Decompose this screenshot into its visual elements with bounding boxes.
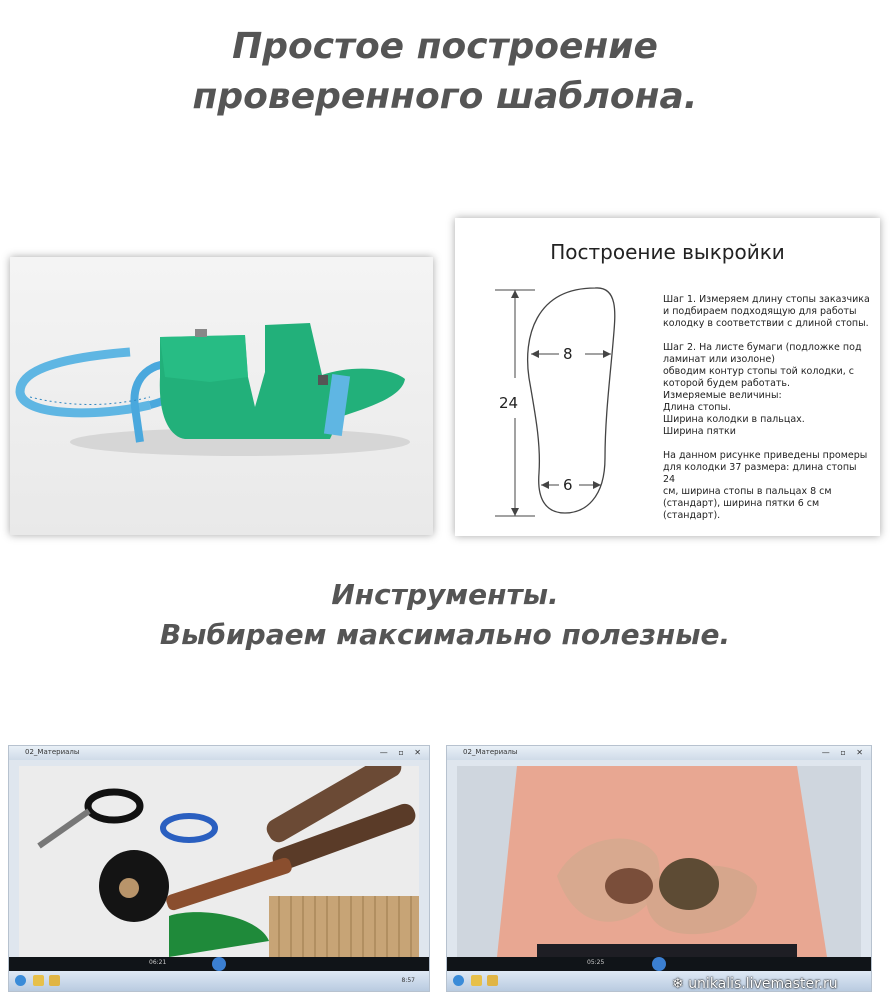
browser-icon[interactable]	[33, 975, 44, 986]
clock: 8:57	[401, 977, 415, 984]
top-heading	[0, 22, 890, 122]
playback-controls	[447, 957, 871, 971]
video-player-left[interactable]	[8, 745, 430, 992]
tools-heading-line1: Инструменты.	[331, 578, 559, 611]
start-icon[interactable]	[15, 975, 26, 986]
hands-with-stones-illustration	[457, 766, 861, 957]
playback-time: 06:21	[149, 959, 167, 966]
tools-illustration	[19, 766, 419, 957]
top-heading-line1: Простое построение	[232, 26, 658, 67]
tools-heading-line2: Выбираем максимально полезные.	[159, 618, 731, 651]
measurement-note: На данном рисунке приведены промеры для колодки 37 размера: длина стопы 24 см, ширина стопы в пальцах 8 см (стандарт), ширина пятки 6 см (стандарт).	[663, 450, 868, 521]
watermark-text: unikalis.livemaster.ru	[688, 976, 838, 992]
pattern-card-instructions	[663, 294, 871, 534]
length-dimension-label: 24	[499, 394, 519, 412]
browser-icon[interactable]	[471, 975, 482, 986]
video-frame-hands	[457, 766, 861, 957]
pattern-card-title: Построение выкройки	[550, 240, 785, 264]
video-frame-tools	[19, 766, 419, 957]
shoe-last-illustration	[10, 257, 433, 535]
play-pause-button[interactable]	[212, 957, 226, 971]
window-titlebar	[9, 746, 429, 760]
start-icon[interactable]	[453, 975, 464, 986]
window-title: 02_Материалы	[463, 748, 518, 756]
window-controls[interactable]: — ▫ ✕	[379, 748, 425, 757]
folder-icon[interactable]	[487, 975, 498, 986]
insole-outline-diagram	[455, 218, 655, 536]
tools-heading	[0, 575, 890, 655]
folder-icon[interactable]	[49, 975, 60, 986]
top-heading-line2: проверенного шаблона.	[192, 76, 698, 117]
pattern-card	[455, 218, 880, 536]
window-titlebar	[447, 746, 871, 760]
watermark-snowflake-icon: ❄	[672, 976, 689, 992]
playback-controls	[9, 957, 429, 971]
taskbar	[9, 971, 429, 991]
shoe-last-photo	[10, 257, 433, 535]
width-dimension-label: 8	[563, 345, 573, 363]
video-player-right[interactable]	[446, 745, 872, 992]
heel-dimension-label: 6	[563, 476, 573, 494]
window-title: 02_Материалы	[25, 748, 80, 756]
step-1-text: Шаг 1. Измеряем длину стопы заказчика и подбираем подходящую для работы колодку в соответствии с длиной стопы.	[663, 294, 870, 329]
playback-time: 05:25	[587, 959, 605, 966]
window-controls[interactable]: — ▫ ✕	[821, 748, 867, 757]
step-2-text: Шаг 2. На листе бумаги (подложке под ламинат или изолоне) обводим контур стопы той колодки, с которой будем работать. Измеряемые величины: Длина стопы. Ширина колодки в пальцах. Ширина пятки	[663, 342, 862, 437]
play-pause-button[interactable]	[652, 957, 666, 971]
site-watermark	[672, 976, 838, 992]
